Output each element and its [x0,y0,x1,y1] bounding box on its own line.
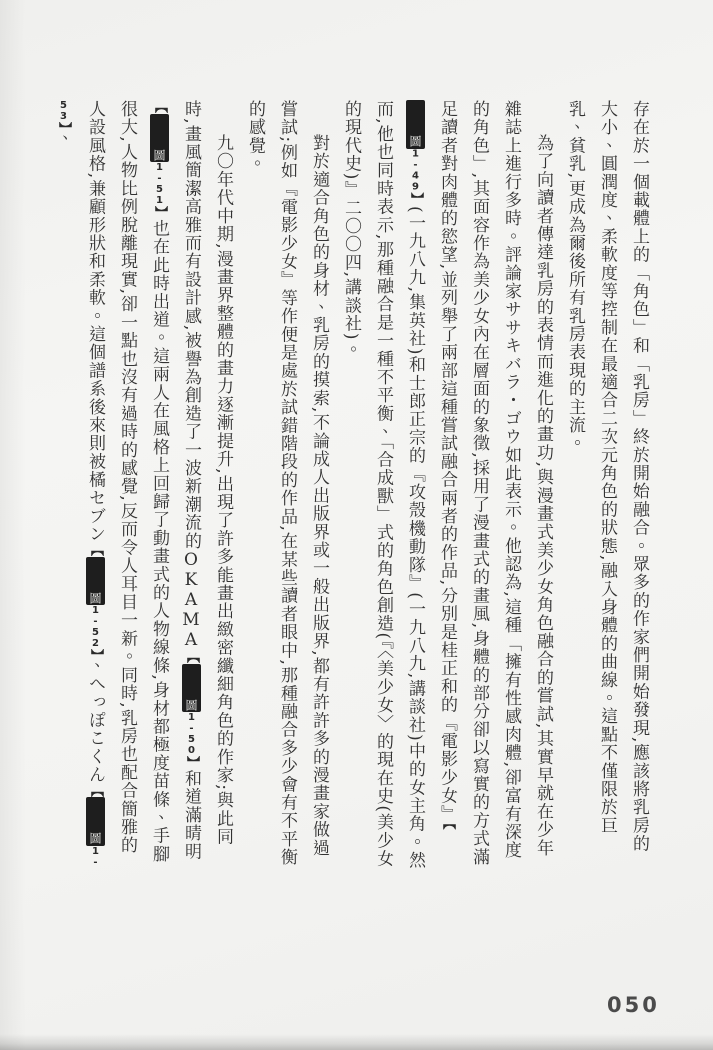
figure-number: 1-53 [58,100,101,868]
bracket-close: 】 [88,649,103,657]
figure-reference [405,100,457,830]
bracket-open: 【 [184,650,199,664]
paragraph: 九〇年代中期,漫畫界整體的畫力逐漸提升,出現了許多能畫出緻密纖細角色的作家;與此同時,畫風簡潔高雅而有設計感,被譽為創造了一波新潮流的OKAMA【圖1-50】和道滿晴明【圖1-51】也在此時出道。這兩人在風格上回歸了動畫式的人物線條,身材都極度苗條、手腳很大,人物比例脫離現實,卻一點也沒有過時的感覺,反而令人耳目一新。同時,乳房也配合簡雅的人設風格,兼顧形狀和柔軟。這個譜系後來則被橘セブン【圖1-52】、へっぽこくん【圖1-53】、 [53,100,233,868]
figure-number: 1-51 [154,162,165,206]
bracket-open: 【 [440,823,455,831]
figure-glyph: 圖 [406,100,425,149]
figure-reference [149,100,169,220]
figure-glyph: 圖 [86,797,105,846]
bracket-open: 【 [152,100,167,114]
figure-reference [85,543,105,656]
bracket-close: 】 [184,756,199,770]
page-number: 050 [607,993,660,1017]
figure-number: 1-50 [186,712,197,757]
bracket-close: 】 [408,192,423,206]
figure-reference [53,100,105,868]
paragraph: 存在於一個載體上的「角色」和「乳房」終於開始融合。眾多的作家們開始發現,應該將乳房的大小、圓潤度、柔軟度等控制在最適合二次元角色的狀態,融入身體的曲線。這點不僅限於巨乳、貧乳,更成為爾後所有乳房表現的主流。 [565,100,649,853]
bracket-close: 】 [56,122,71,129]
bracket-open: 【 [88,543,103,557]
figure-number: 1-52 [90,605,101,650]
figure-glyph: 圖 [86,557,105,606]
bracket-open: 【 [88,783,103,798]
figure-glyph: 圖 [182,664,201,713]
latin-text: OKAMA [181,550,201,651]
figure-number: 1-49 [410,148,421,193]
bracket-close: 】 [152,206,167,220]
body-text [47,100,655,870]
paragraph: 對於適合角色的身材、乳房的摸索,不論成人出版界或一般出版界,都有許許多的漫畫家做過嘗試;例如『電影少女』等作便是處於試錯階段的作品,在某些讀者眼中,那種融合多少會有不平衡的感覺。 [245,100,329,867]
paragraph: 為了向讀者傳達乳房的表情而進化的畫功,與漫畫式美少女角色融合的嘗試,其實早就在少年雜誌上進行多時。評論家ササキバラ・ゴウ如此表示。他認為,這種「擁有性感肉體,卻富有深度的角色」,其面容作為美少女內在層面的象徵,採用了漫畫式的畫風,身體的部分卻以寫實的方式滿足讀者對肉體的慾望,並列舉了兩部這種嘗試融合兩者的作品,分別是桂正和的『電影少女』【圖1-49】(一九八九,集英社)和士郎正宗的『攻殼機動隊』(一九八九,講談社)中的女主角。然而,他也同時表示,那種融合是一種不平衡、「合成獸」式的角色創造(『〈美少女〉的現在史(美少女的現代史)』二〇〇四,講談社)。 [341,100,553,870]
figure-reference [181,650,201,770]
figure-glyph: 圖 [150,114,169,163]
